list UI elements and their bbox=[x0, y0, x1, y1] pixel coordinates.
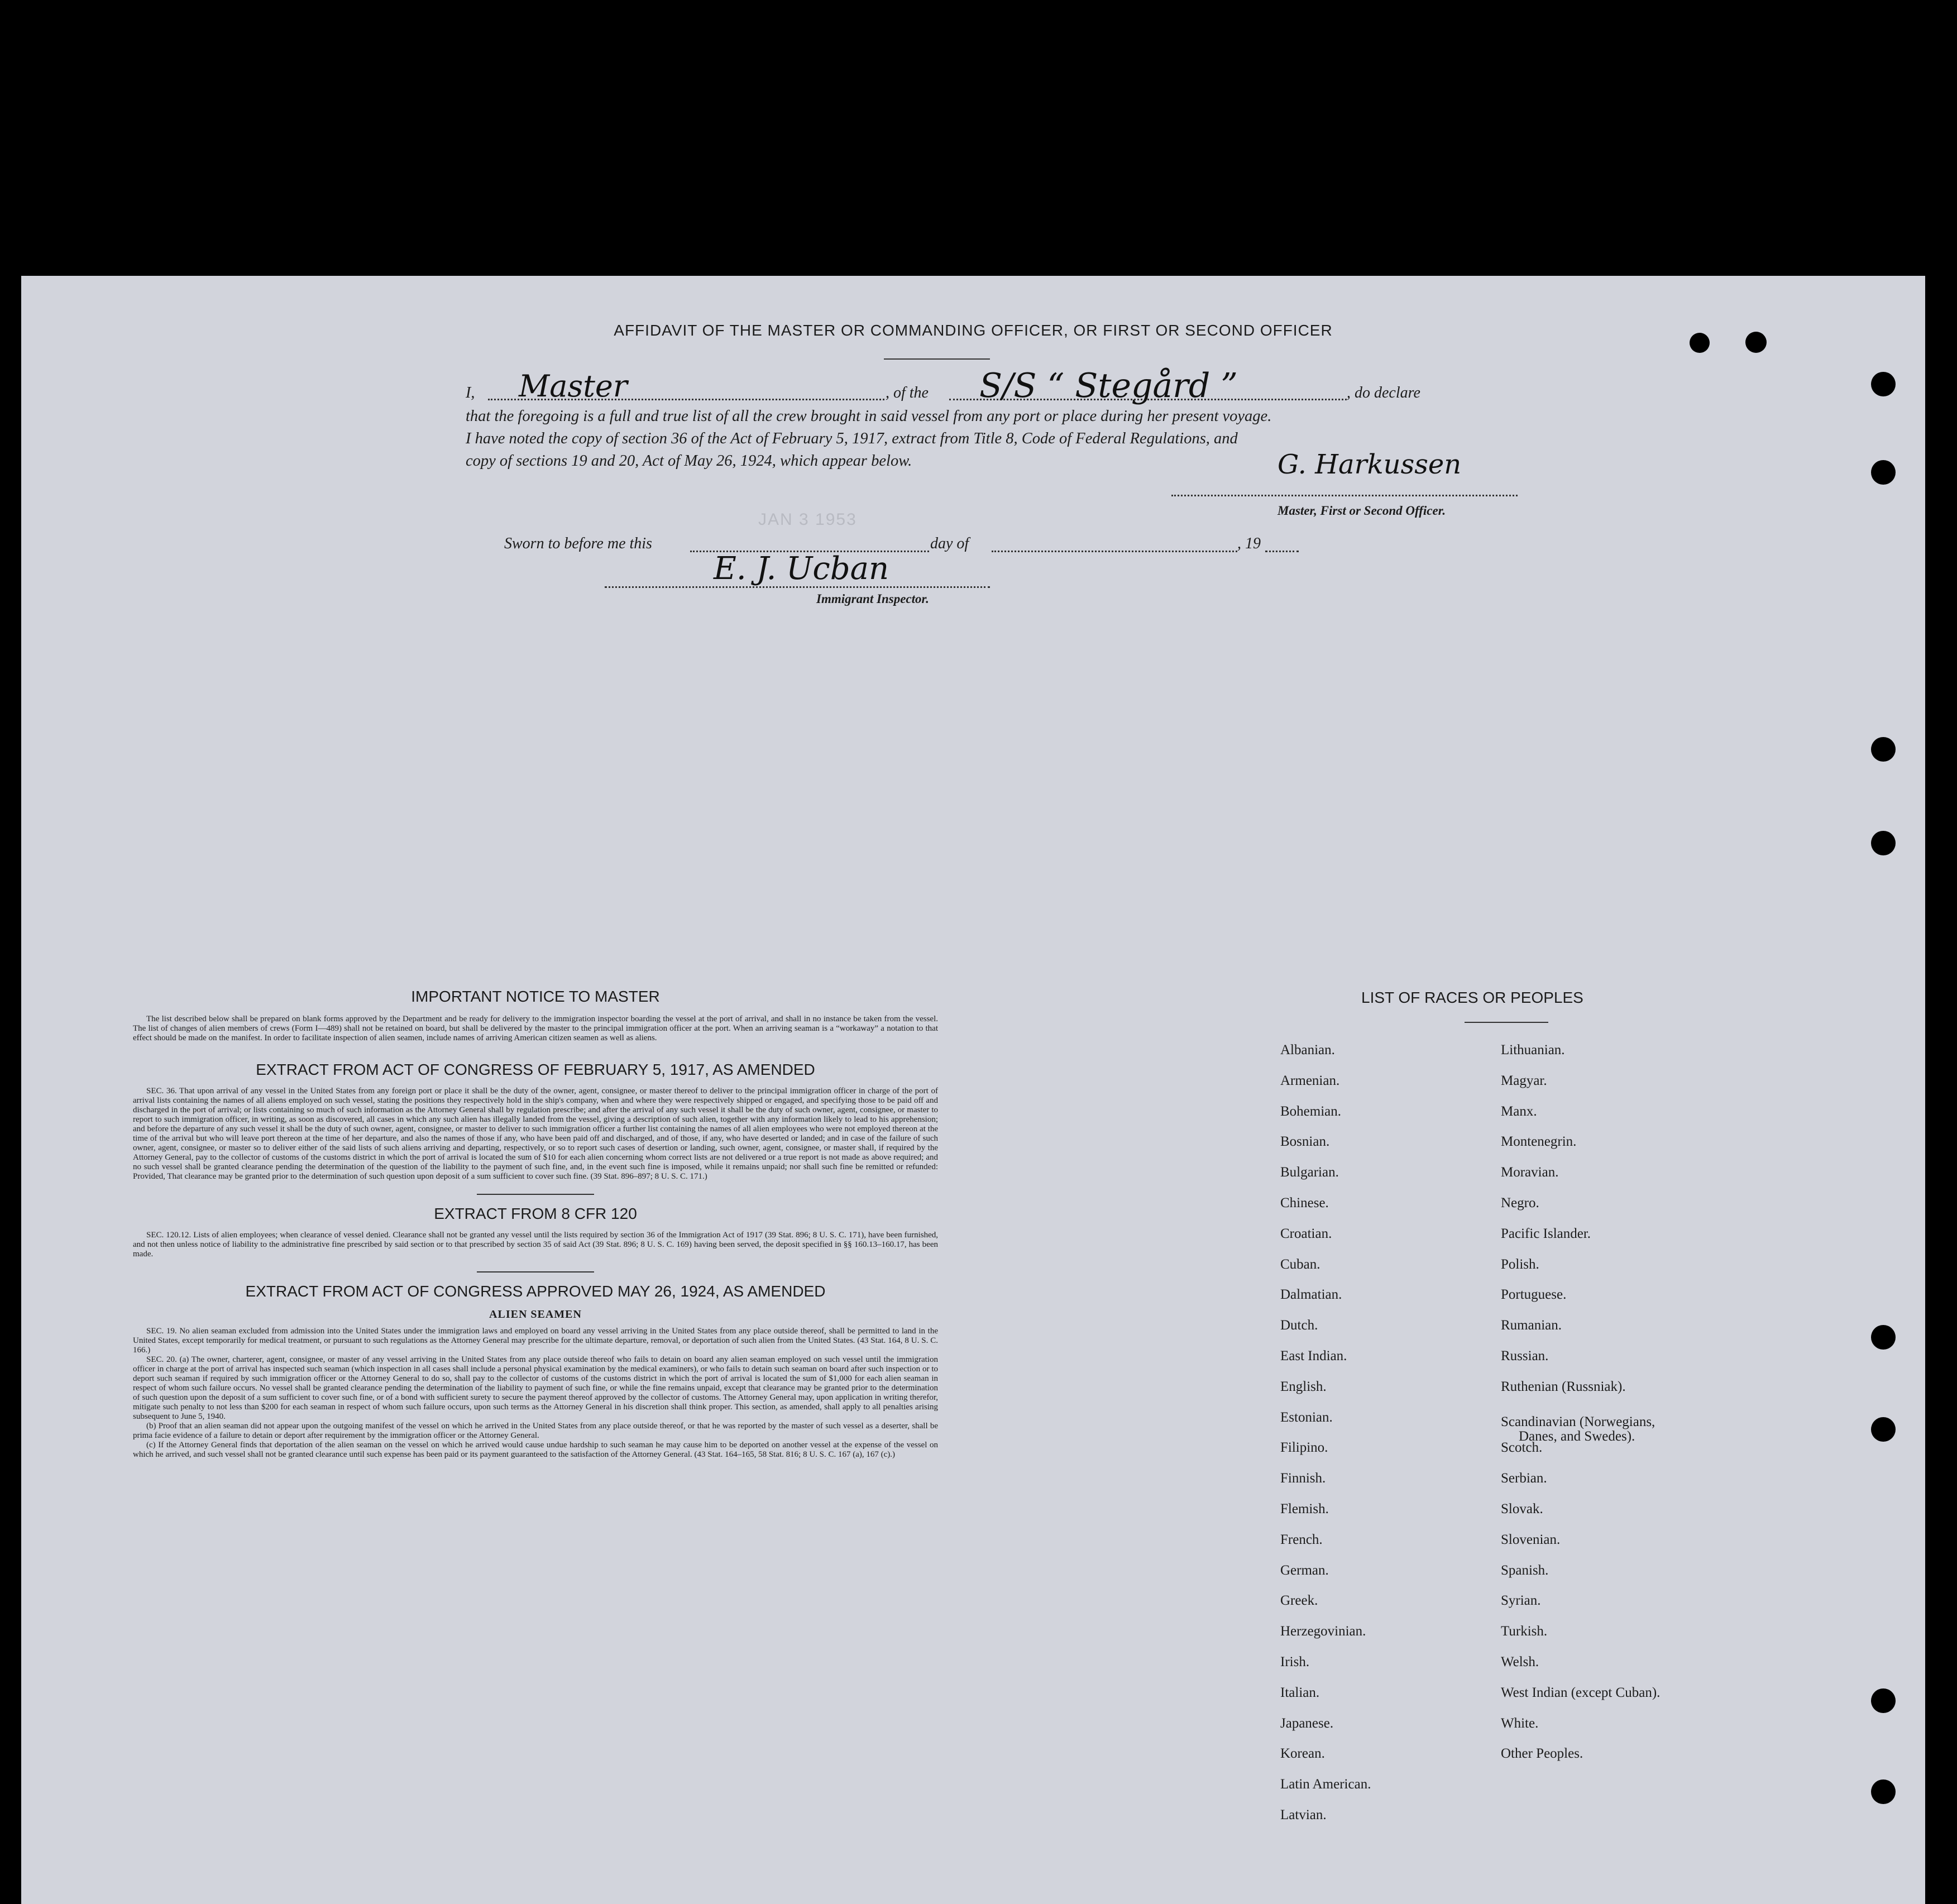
race-item: Herzegovinian. bbox=[1280, 1624, 1366, 1639]
i-label: I, bbox=[466, 384, 475, 401]
extract-1917-title: EXTRACT FROM ACT OF CONGRESS OF FEBRUARY 5, 1917, AS AMENDED bbox=[256, 1061, 815, 1078]
punch-hole bbox=[1871, 1688, 1896, 1713]
race-item: Bulgarian. bbox=[1280, 1165, 1339, 1180]
do-declare-label: , do declare bbox=[1347, 384, 1420, 401]
punch-hole bbox=[1690, 333, 1710, 353]
race-item: Slovak. bbox=[1501, 1501, 1543, 1516]
race-item: Portuguese. bbox=[1501, 1287, 1567, 1303]
race-item: Korean. bbox=[1280, 1746, 1325, 1762]
race-item: Filipino. bbox=[1280, 1440, 1328, 1456]
race-item: Lithuanian. bbox=[1501, 1042, 1565, 1058]
master-signature: G. Harkussen bbox=[1277, 449, 1462, 480]
race-item: Latin American. bbox=[1280, 1777, 1371, 1792]
races-column-2 bbox=[1501, 1042, 1758, 1819]
title-divider bbox=[884, 358, 990, 360]
races-column-1 bbox=[1280, 1042, 1492, 1822]
declaration-line-4: copy of sections 19 and 20, Act of May 26, 1924, which appear below. bbox=[466, 452, 912, 470]
extract-1924-sec20a: SEC. 20. (a) The owner, charterer, agent, consignee, or master of any vessel arriving in the United States from any place outside thereof who fails to detain on board any alien seaman employed on such vessel until the immigration officer in charge at the port of arrival has inspected such seaman (which inspection in all cases shall include a personal physical examination by the medical examiners), or who fails to detain such seaman on board after such inspection or to deport such seaman if required by such immigration officer or the Attorney General to do so, shall pay to the collector of customs of the customs district in which the port of arrival is located the sum of $1,000 for each alien seaman in respect of whom such failure occurs. No vessel shall be granted clearance pending the determination of the liability to payment of such fine, or while the fine remains unpaid, except that clearance may be granted prior to the determination of such question upon the deposit of a sum sufficient to cover such fine, or of a bond with sufficient surety to secure the payment thereof approved by the collector of customs. The Attorney General may, upon application in writing therefor, mitigate such penalty to not less than $200 for each seaman in respect of whom such failure occurs, upon such terms as the Attorney General in his discretion shall think proper. This section, as amended, shall apply to all penalties arising subsequent to June 5, 1940. bbox=[133, 1355, 938, 1421]
race-item: Serbian. bbox=[1501, 1471, 1547, 1486]
race-item: Moravian. bbox=[1501, 1165, 1559, 1180]
document-page bbox=[21, 276, 1925, 1904]
extract-1924-sec20b: (b) Proof that an alien seaman did not appear upon the outgoing manifest of the vessel on which he arrived in the United States from any place outside thereof, or that he was reported by the master of such vessel as a deserter, shall be prima facie evidence of a failure to detain or deport after requirement by the immigration officer or the Attorney General. bbox=[133, 1422, 938, 1440]
race-item: Japanese. bbox=[1280, 1715, 1334, 1731]
race-item: Welsh. bbox=[1501, 1654, 1539, 1669]
of-the-label: , of the bbox=[886, 384, 929, 401]
punch-hole bbox=[1871, 737, 1896, 762]
race-item: Chinese. bbox=[1280, 1195, 1329, 1211]
day-of-label: day of bbox=[930, 535, 969, 552]
extract-cfr-title: EXTRACT FROM 8 CFR 120 bbox=[434, 1205, 637, 1222]
master-signature-caption: Master, First or Second Officer. bbox=[1277, 504, 1446, 518]
race-item: Armenian. bbox=[1280, 1073, 1340, 1088]
race-item: Other Peoples. bbox=[1501, 1746, 1583, 1762]
master-value: Master bbox=[519, 369, 628, 404]
inspector-signature: E. J. Ucban bbox=[714, 551, 889, 587]
punch-hole bbox=[1745, 332, 1767, 353]
extract-1924-subtitle: ALIEN SEAMEN bbox=[489, 1308, 582, 1321]
race-item: Slovenian. bbox=[1501, 1532, 1561, 1547]
race-item: Magyar. bbox=[1501, 1073, 1547, 1088]
race-item: Manx. bbox=[1501, 1103, 1537, 1119]
inspector-caption: Immigrant Inspector. bbox=[816, 592, 929, 606]
month-field bbox=[992, 551, 1237, 552]
year-field bbox=[1265, 551, 1299, 552]
race-item: Pacific Islander. bbox=[1501, 1226, 1591, 1241]
race-item: Croatian. bbox=[1280, 1226, 1332, 1241]
race-item: Ruthenian (Russniak). bbox=[1501, 1379, 1626, 1394]
sworn-label: Sworn to before me this bbox=[504, 535, 652, 552]
race-item: Finnish. bbox=[1280, 1471, 1326, 1486]
race-item: Latvian. bbox=[1280, 1807, 1327, 1822]
master-signature-line bbox=[1171, 495, 1518, 496]
inspector-signature-line bbox=[605, 586, 990, 588]
race-item: White. bbox=[1501, 1715, 1539, 1731]
race-item: Cuban. bbox=[1280, 1256, 1320, 1272]
extract-1917-body: SEC. 36. That upon arrival of any vessel in the United States from any foreign port or place it shall be the duty of the owner, agent, consignee, or master thereof to deliver to the principal immigration officer in charge of the port of arrival lists containing the names of all aliens employed on such vessel, stating the positions they respectively hold in the ship's company, when and where they were respectively shipped or engaged, and specifying those to be paid off and discharged in the port of arrival; or lists containing so much of such information as the Attorney General shall by regulation prescribe; and after the arrival of any such vessel it shall be the duty of such owner, agent, consignee, or master to report to such immigration officer, in writing, as soon as discovered, all cases in which any such alien has illegally landed from the vessel, giving a description of such alien, together with any information likely to lead to his apprehension; and before the departure of any such vessel it shall be the duty of such owner, agent, consignee, or master to deliver to such immigration officer a further list containing the names of all alien employees who were not employed thereon at the time of the arrival but who will leave port thereon at the time of her departure, and also the names of those if any, who have been paid off and discharged, and of those, if any, who have deserted or landed; and in case of the failure of such owner, agent, consignee, or master so to deliver either of the said lists of such aliens arriving and departing, respectively, or so to report such cases of desertion or landing, such owner, agent, consignee, or master shall, if required by the Attorney General, pay to the collector of customs of the customs district in which the port of arrival is located the sum of $10 for each alien concerning whom correct lists are not delivered or a true report is not made as above required; and no such vessel shall be granted clearance pending the determination of the question of the liability to the payment of such fine, and, in the event such fine is imposed, while it remains unpaid; nor shall such fine be remitted or refunded: Provided, That clearance may be granted prior to the determination of such question upon deposit of a sum sufficient to cover such fine. (39 Stat. 896–897; 8 U. S. C. 171.) bbox=[133, 1087, 938, 1181]
punch-hole bbox=[1871, 831, 1896, 855]
extract-1924-sec20c: (c) If the Attorney General finds that deportation of the alien seaman on the vessel on which he arrived would cause undue hardship to such seaman he may cause him to be deported on another vessel at the expense of the vessel on which he arrived, and such vessel shall not be granted clearance until such expense has been paid or its payment guaranteed to the satisfaction of the Attorney General. (43 Stat. 164–165, 58 Stat. 816; 8 U. S. C. 167 (a), 167 (c).) bbox=[133, 1441, 938, 1459]
race-item: East Indian. bbox=[1280, 1348, 1347, 1364]
legal-column bbox=[133, 988, 938, 1460]
notice-body: The list described below shall be prepared on blank forms approved by the Department and be ready for delivery to the immigration inspector boarding the vessel at the port of arrival, and shall in no instance be taken from the vessel. The list of changes of alien members of crews (Form I—489) shall not be retained on board, but shall be delivered by the master to the principal immigration officer at the port. When an arriving seaman is a “workaway” a notation to that effect should be made on the manifest. In order to facilitate inspection of alien seamen, include names of arriving American citizen seamen as well as aliens. bbox=[133, 1015, 938, 1042]
race-item: Turkish. bbox=[1501, 1624, 1548, 1639]
date-stamp: JAN 3 1953 bbox=[758, 510, 857, 529]
section-divider bbox=[477, 1194, 594, 1195]
punch-hole bbox=[1871, 1325, 1896, 1350]
race-item: Bosnian. bbox=[1280, 1134, 1330, 1150]
extract-1924-sec19: SEC. 19. No alien seaman excluded from admission into the United States under the immigration laws and employed on board any vessel arriving in the United States from any place outside thereof, shall be permitted to land in the United States, except temporarily for medical treatment, or pursuant to such regulations as the Attorney General may prescribe for the ultimate departure, removal, or deportation of such alien from the United States. (43 Stat. 164, 8 U. S. C. 166.) bbox=[133, 1327, 938, 1355]
race-item: Dutch. bbox=[1280, 1318, 1318, 1333]
race-item: Dalmatian. bbox=[1280, 1287, 1342, 1303]
race-item: Albanian. bbox=[1280, 1042, 1335, 1058]
year-label: , 19 bbox=[1237, 535, 1261, 552]
race-item: Montenegrin. bbox=[1501, 1134, 1577, 1150]
races-title: LIST OF RACES OR PEOPLES bbox=[1361, 989, 1583, 1006]
extract-1924-title: EXTRACT FROM ACT OF CONGRESS APPROVED MAY 26, 1924, AS AMENDED bbox=[245, 1283, 826, 1300]
race-item: Rumanian. bbox=[1501, 1318, 1562, 1333]
extract-cfr-body: SEC. 120.12. Lists of alien employees; when clearance of vessel denied. Clearance shall not be granted any vessel until the lists required by section 36 of the Immigration Act of 1917 (39 Stat. 896; 8 U. S. C. 171), have been furnished, and not then unless notice of liability to the administrative fine prescribed by said section or to that prescribed by section 35 of said Act (39 Stat. 896; 8 U. S. C. 169) having been served, the deposit specified in §§ 160.13–160.17, has been made. bbox=[133, 1231, 938, 1259]
notice-title: IMPORTANT NOTICE TO MASTER bbox=[411, 988, 660, 1005]
race-item: West Indian (except Cuban). bbox=[1501, 1685, 1661, 1700]
race-item: Italian. bbox=[1280, 1685, 1320, 1700]
race-item: Negro. bbox=[1501, 1195, 1539, 1211]
vessel-value: S/S “ Stegård ” bbox=[979, 366, 1238, 405]
punch-hole bbox=[1871, 1779, 1896, 1804]
race-item: German. bbox=[1280, 1562, 1329, 1578]
race-item: Irish. bbox=[1280, 1654, 1310, 1669]
race-item: Polish. bbox=[1501, 1256, 1539, 1272]
races-title-divider bbox=[1465, 1022, 1548, 1023]
punch-hole bbox=[1871, 372, 1896, 396]
race-item: Danes, and Swedes). bbox=[1519, 1428, 1635, 1444]
race-item: Scotch. bbox=[1501, 1440, 1543, 1456]
race-item: Scandinavian (Norwegians, bbox=[1501, 1414, 1655, 1429]
section-divider bbox=[477, 1271, 594, 1272]
race-item: English. bbox=[1280, 1379, 1327, 1394]
declaration-line-3: I have noted the copy of section 36 of the Act of February 5, 1917, extract from Title 8, Code of Federal Regulations, and bbox=[466, 430, 1238, 447]
punch-hole bbox=[1871, 460, 1896, 485]
punch-hole bbox=[1871, 1417, 1896, 1442]
race-item: Estonian. bbox=[1280, 1409, 1333, 1425]
affidavit-title: AFFIDAVIT OF THE MASTER OR COMMANDING OFFICER, OR FIRST OR SECOND OFFICER bbox=[614, 322, 1333, 339]
race-item: Flemish. bbox=[1280, 1501, 1329, 1516]
race-item: Greek. bbox=[1280, 1593, 1318, 1609]
race-item: Syrian. bbox=[1501, 1593, 1541, 1609]
race-item: French. bbox=[1280, 1532, 1323, 1547]
declaration-line-2: that the foregoing is a full and true list of all the crew brought in said vessel from any port or place during her present voyage. bbox=[466, 408, 1272, 425]
race-item: Russian. bbox=[1501, 1348, 1549, 1364]
race-item: Bohemian. bbox=[1280, 1103, 1342, 1119]
race-item: Spanish. bbox=[1501, 1562, 1549, 1578]
